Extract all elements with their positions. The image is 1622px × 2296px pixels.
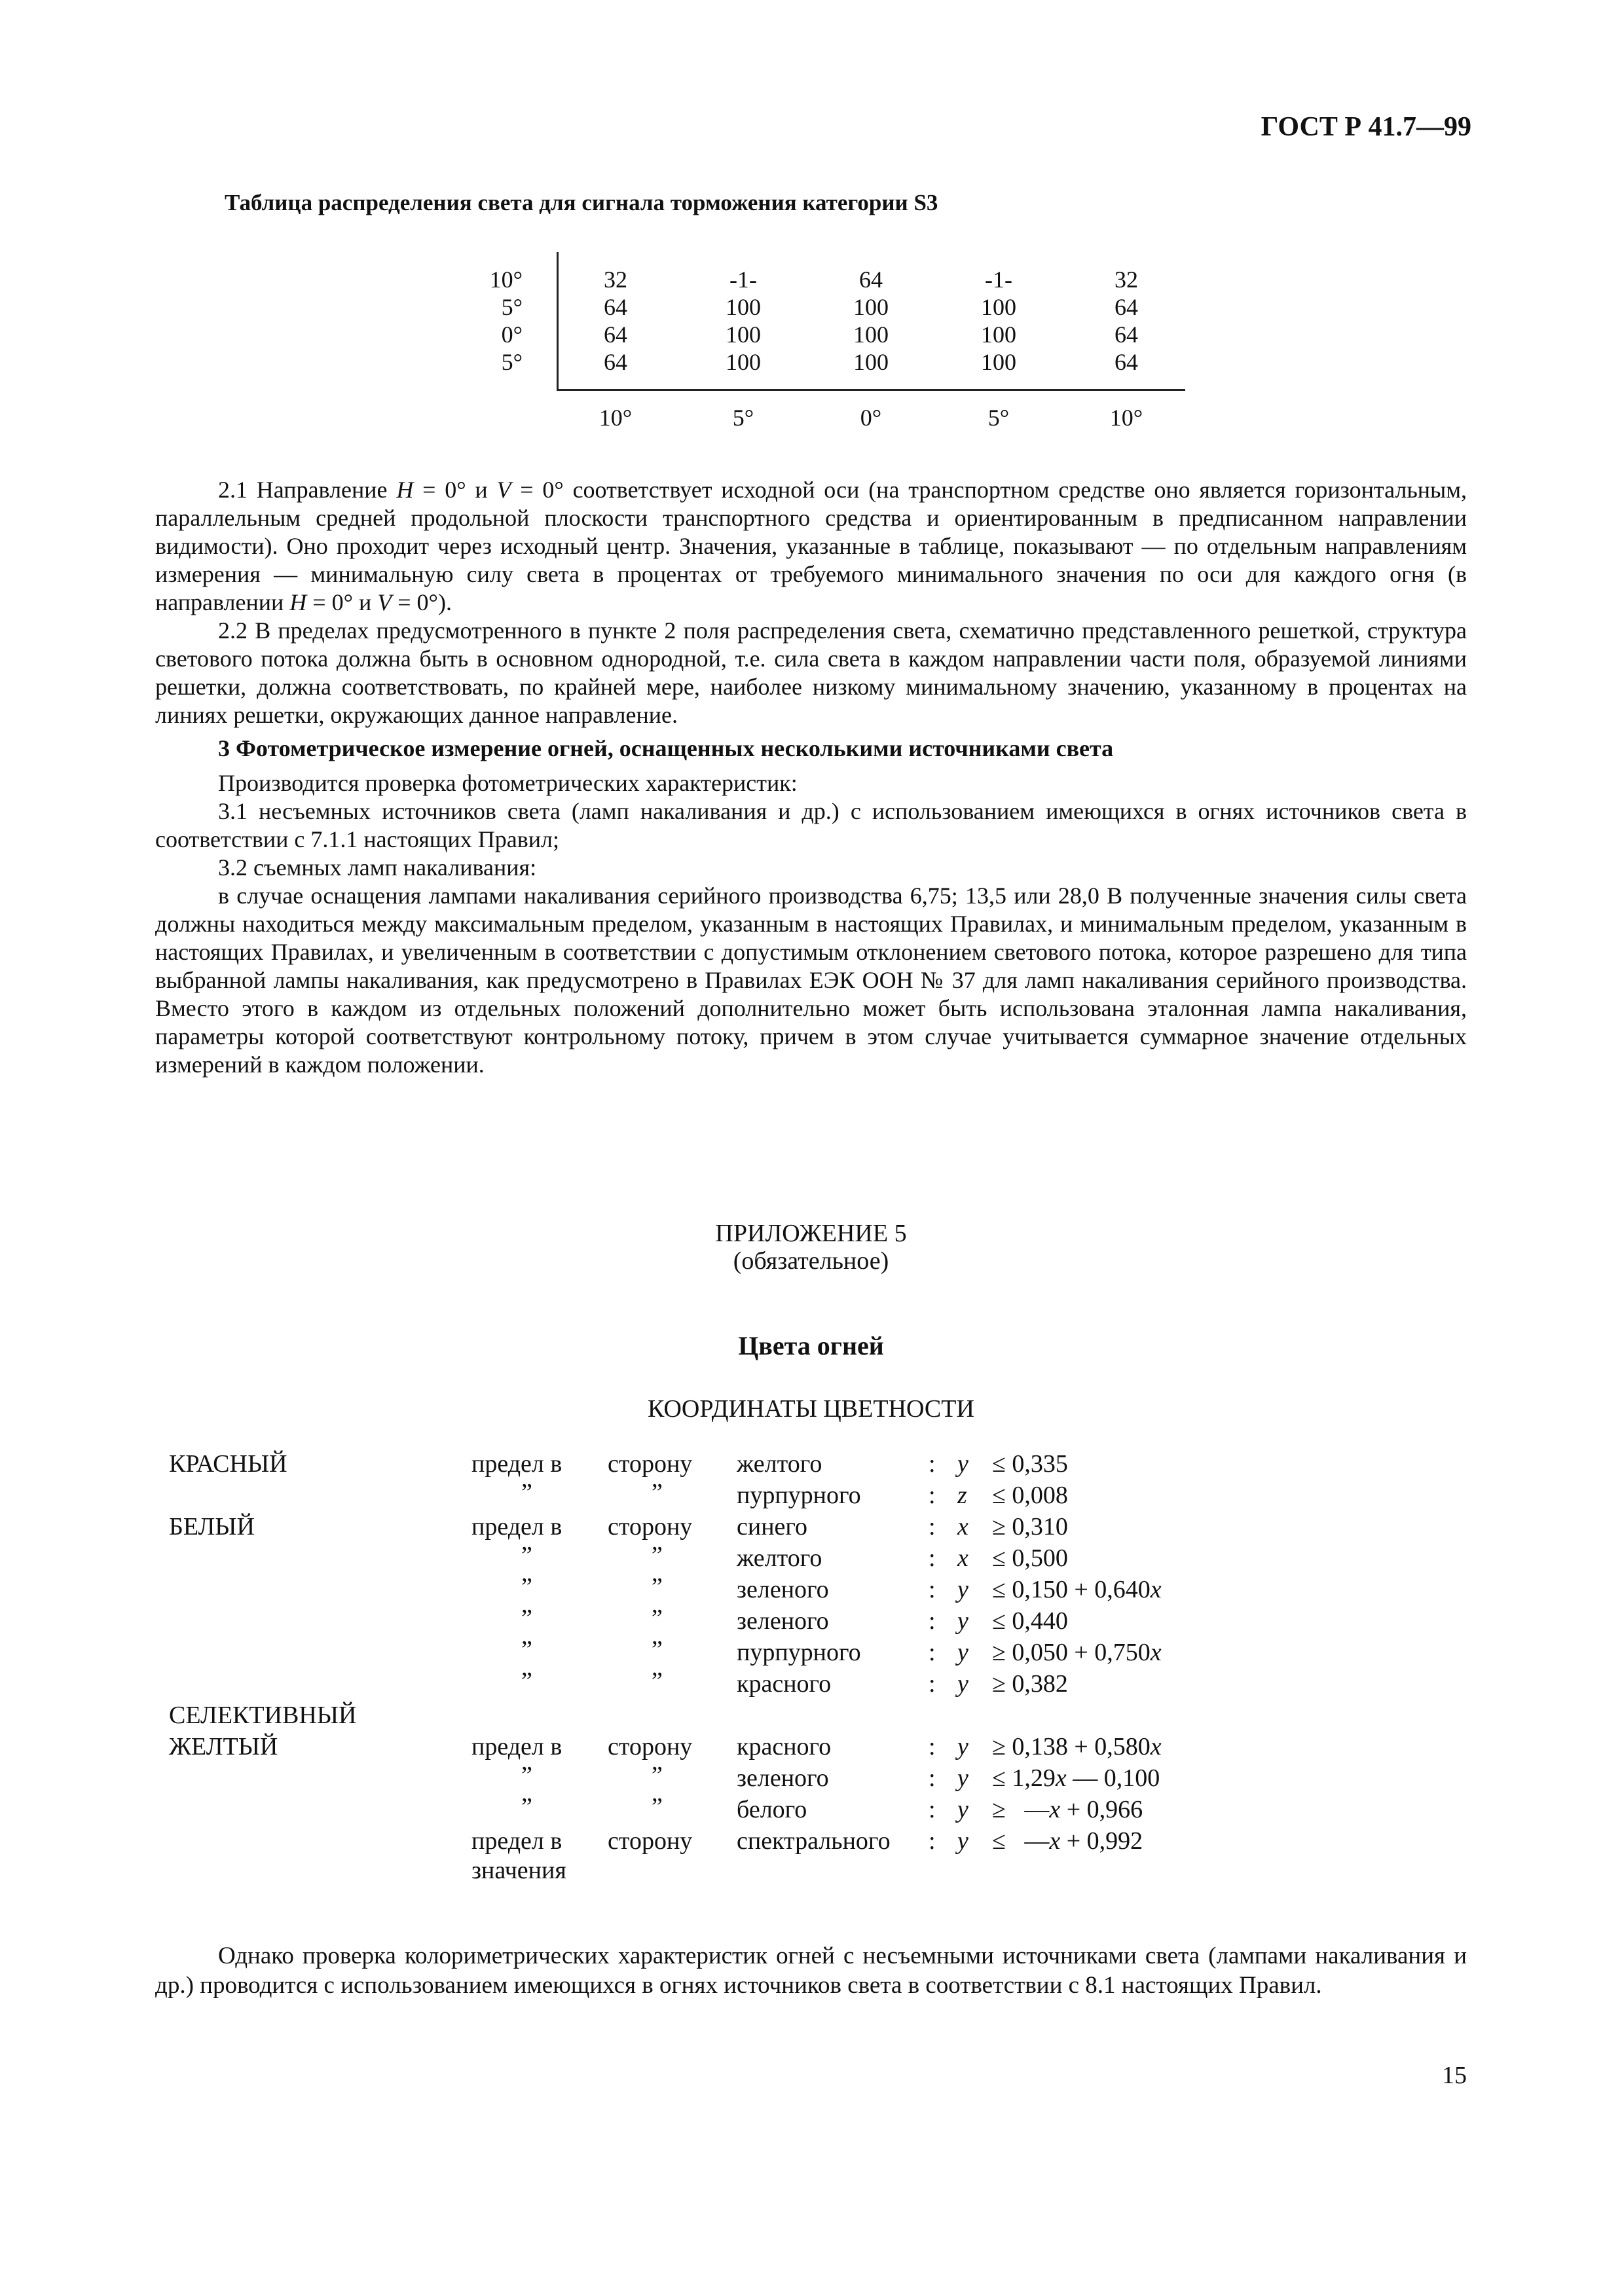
row-label: 5°	[501, 294, 523, 320]
coord-var: y	[957, 1733, 968, 1760]
colon: :	[929, 1733, 936, 1760]
column-label: 10°	[599, 405, 633, 431]
row-label: 0°	[501, 321, 523, 348]
ditto-mark: ”	[521, 1793, 532, 1821]
table-cell: 100	[981, 321, 1016, 348]
coord-var: x	[957, 1544, 968, 1572]
table-cell: -1-	[729, 266, 757, 293]
appendix-title: ПРИЛОЖЕНИЕ 5	[715, 1220, 907, 1247]
boundary-color: зеленого	[737, 1576, 829, 1603]
table-cell: 100	[726, 321, 761, 348]
table-cell: 64	[1115, 294, 1138, 320]
table-cell: 100	[981, 294, 1016, 320]
text-block-final	[155, 1941, 1467, 2000]
table-cell: 100	[853, 321, 889, 348]
boundary-color: белого	[737, 1796, 807, 1823]
paragraph-final: Однако проверка колориметрических характеристик огней с несъемными источниками света (лампами накаливания и др.) проводится с использованием имеющихся в огнях источников света в соответствии с 8.1 настоящих Правил.	[155, 1942, 1467, 1999]
limit-label: значения	[471, 1857, 566, 1884]
condition: ≤ 0,335	[992, 1450, 1068, 1478]
table-title: Таблица распределения света для сигнала торможения категории S3	[225, 190, 938, 215]
condition: ≤ 0,008	[992, 1482, 1068, 1509]
condition: ≥ 0,138 + 0,580x	[992, 1733, 1162, 1760]
coord-var: y	[957, 1796, 968, 1823]
limit-label: предел в	[471, 1827, 562, 1855]
ditto-mark: ”	[521, 1762, 532, 1789]
column-label: 0°	[860, 405, 882, 431]
document-header: ГОСТ Р 41.7—99	[1261, 112, 1471, 142]
boundary-color: пурпурного	[737, 1639, 861, 1666]
column-label: 5°	[732, 405, 754, 431]
coord-var: y	[957, 1450, 968, 1478]
condition: ≤ —x + 0,992	[992, 1827, 1143, 1855]
table-cell: 100	[853, 294, 889, 320]
condition: ≥ —x + 0,966	[992, 1796, 1143, 1823]
table-cell: 100	[853, 349, 889, 375]
coord-var: y	[957, 1764, 968, 1792]
coord-var: x	[957, 1513, 968, 1540]
paragraph-2-2: 2.2 В пределах предусмотренного в пункте 2 поля распределения света, схематично представленного решеткой, структура светового потока должна быть в основном однородной, т.е. сила света в каждом направлении части поля, образуемой линиями решетки, должна соответствовать, по крайней мере, наиболее низкому минимальному значению, указанному в процентах на линиях решетки, окружающих данное направление.	[155, 617, 1467, 728]
ditto-mark: ”	[521, 1479, 532, 1506]
condition: ≤ 0,500	[992, 1544, 1068, 1572]
boundary-color: зеленого	[737, 1607, 829, 1635]
condition: ≤ 0,440	[992, 1607, 1068, 1635]
coord-var: y	[957, 1670, 968, 1698]
colon: :	[929, 1513, 936, 1540]
boundary-color: красного	[737, 1670, 832, 1698]
limit-label: предел в	[471, 1513, 562, 1540]
colon: :	[929, 1607, 936, 1635]
ditto-mark: ”	[521, 1605, 532, 1632]
column-label: 10°	[1109, 405, 1143, 431]
side-label: сторону	[608, 1450, 693, 1478]
ditto-mark: ”	[652, 1636, 663, 1664]
colon: :	[929, 1576, 936, 1603]
column-label: 5°	[987, 405, 1010, 431]
condition: ≥ 0,382	[992, 1670, 1068, 1698]
colors-title: Цвета огней	[738, 1331, 884, 1360]
table-cell: 100	[981, 349, 1016, 375]
ditto-mark: ”	[652, 1542, 663, 1569]
colon: :	[929, 1764, 936, 1792]
colon: :	[929, 1670, 936, 1698]
ditto-mark: ”	[521, 1636, 532, 1664]
boundary-color: зеленого	[737, 1764, 829, 1792]
section-3-title: 3 Фотометрическое измерение огней, оснащенных несколькими источниками света	[218, 735, 1114, 761]
boundary-color: желтого	[737, 1450, 822, 1478]
table-cell: 100	[726, 294, 761, 320]
text-block-2	[155, 476, 1467, 729]
appendix-subtitle: (обязательное)	[733, 1247, 889, 1275]
table-cell: 100	[726, 349, 761, 375]
ditto-mark: ”	[652, 1762, 663, 1789]
ditto-mark: ”	[652, 1573, 663, 1601]
condition: ≤ 1,29x — 0,100	[992, 1764, 1160, 1792]
side-label: сторону	[608, 1513, 693, 1540]
table-cell: 64	[604, 294, 627, 320]
boundary-color: пурпурного	[737, 1482, 861, 1509]
ditto-mark: ”	[652, 1667, 663, 1695]
table-cell: 64	[604, 321, 627, 348]
boundary-color: спектрального	[737, 1827, 891, 1855]
paragraph-3-2-text: в случае оснащения лампами накаливания серийного производства 6,75; 13,5 или 28,0 В полученные значения силы света должны находиться между максимальным пределом, указанным в настоящих Правилах, и минимальным пределом, указанным в настоящих Правилах, и увеличенным в соответствии с допустимым отклонением светового потока, которое разрешено для типа выбранной лампы накаливания, как предусмотрено в Правилах ЕЭК ООН № 37 для ламп накаливания серийного производства. Вместо этого в каждом из отдельных положений дополнительно может быть использована эталонная лампа накаливания, параметры которой соответствуют контрольному потоку, причем в этом случае учитывается суммарное значение отдельных измерений в каждом положении.	[155, 883, 1467, 1078]
coordinates-title: КООРДИНАТЫ ЦВЕТНОСТИ	[648, 1395, 974, 1423]
ditto-mark: ”	[521, 1667, 532, 1695]
colon: :	[929, 1544, 936, 1572]
colon: :	[929, 1827, 936, 1855]
table-cell: 32	[1115, 266, 1138, 293]
color-name-selective: СЕЛЕКТИВНЫЙ	[169, 1702, 357, 1729]
limit-label: предел в	[471, 1450, 562, 1478]
table-axis-vertical	[557, 252, 559, 391]
condition: ≥ 0,310	[992, 1513, 1068, 1540]
condition: ≤ 0,150 + 0,640x	[992, 1576, 1162, 1603]
colon: :	[929, 1482, 936, 1509]
ditto-mark: ”	[652, 1605, 663, 1632]
coord-var: y	[957, 1576, 968, 1603]
colon: :	[929, 1796, 936, 1823]
table-cell: 64	[1115, 321, 1138, 348]
boundary-color: синего	[737, 1513, 808, 1540]
boundary-color: желтого	[737, 1544, 822, 1572]
coord-var: z	[957, 1482, 967, 1509]
paragraph-3-2: 3.2 съемных ламп накаливания:	[218, 854, 537, 881]
table-cell: 64	[1115, 349, 1138, 375]
table-axis-horizontal	[557, 389, 1185, 391]
ditto-mark: ”	[652, 1793, 663, 1821]
table-cell: 32	[604, 266, 627, 293]
ditto-mark: ”	[652, 1479, 663, 1506]
paragraph-3-intro: Производится проверка фотометрических характеристик:	[218, 770, 798, 796]
table-cell: 64	[859, 266, 883, 293]
row-label: 5°	[501, 349, 523, 375]
coord-var: y	[957, 1639, 968, 1666]
table-cell: 64	[604, 349, 627, 375]
ditto-mark: ”	[521, 1573, 532, 1601]
color-name-white: БЕЛЫЙ	[169, 1513, 255, 1540]
side-label: сторону	[608, 1733, 693, 1760]
coord-var: y	[957, 1607, 968, 1635]
colon: :	[929, 1639, 936, 1666]
color-name-yellow: ЖЕЛТЫЙ	[169, 1733, 278, 1760]
side-label: сторону	[608, 1827, 693, 1855]
limit-label: предел в	[471, 1733, 562, 1760]
color-name-red: КРАСНЫЙ	[169, 1450, 287, 1478]
row-label: 10°	[489, 266, 523, 293]
ditto-mark: ”	[521, 1542, 532, 1569]
text-block-3	[155, 769, 1467, 1079]
boundary-color: красного	[737, 1733, 832, 1760]
paragraph-3-1: 3.1 несъемных источников света (ламп накаливания и др.) с использованием имеющихся в огнях источников света в соответствии с 7.1.1 настоящих Правил;	[155, 798, 1467, 852]
colon: :	[929, 1450, 936, 1478]
page-number: 15	[1442, 2062, 1467, 2089]
condition: ≥ 0,050 + 0,750x	[992, 1639, 1162, 1666]
coord-var: y	[957, 1827, 968, 1855]
table-cell: -1-	[985, 266, 1012, 293]
paragraph-2-1: 2.1 Направление H = 0° и V = 0° соответствует исходной оси (на транспортном средстве оно является горизонтальным, параллельным средней продольной плоскости транспортного средства и ориентированным в предписанном направлении видимости). Оно проходит через исходный центр. Значения, указанные в таблице, показывают — по отдельным направлениям измерения — минимальную силу света в процентах от требуемого минимального значения по оси для каждого огня (в направлении H = 0° и V = 0°).	[155, 477, 1467, 615]
